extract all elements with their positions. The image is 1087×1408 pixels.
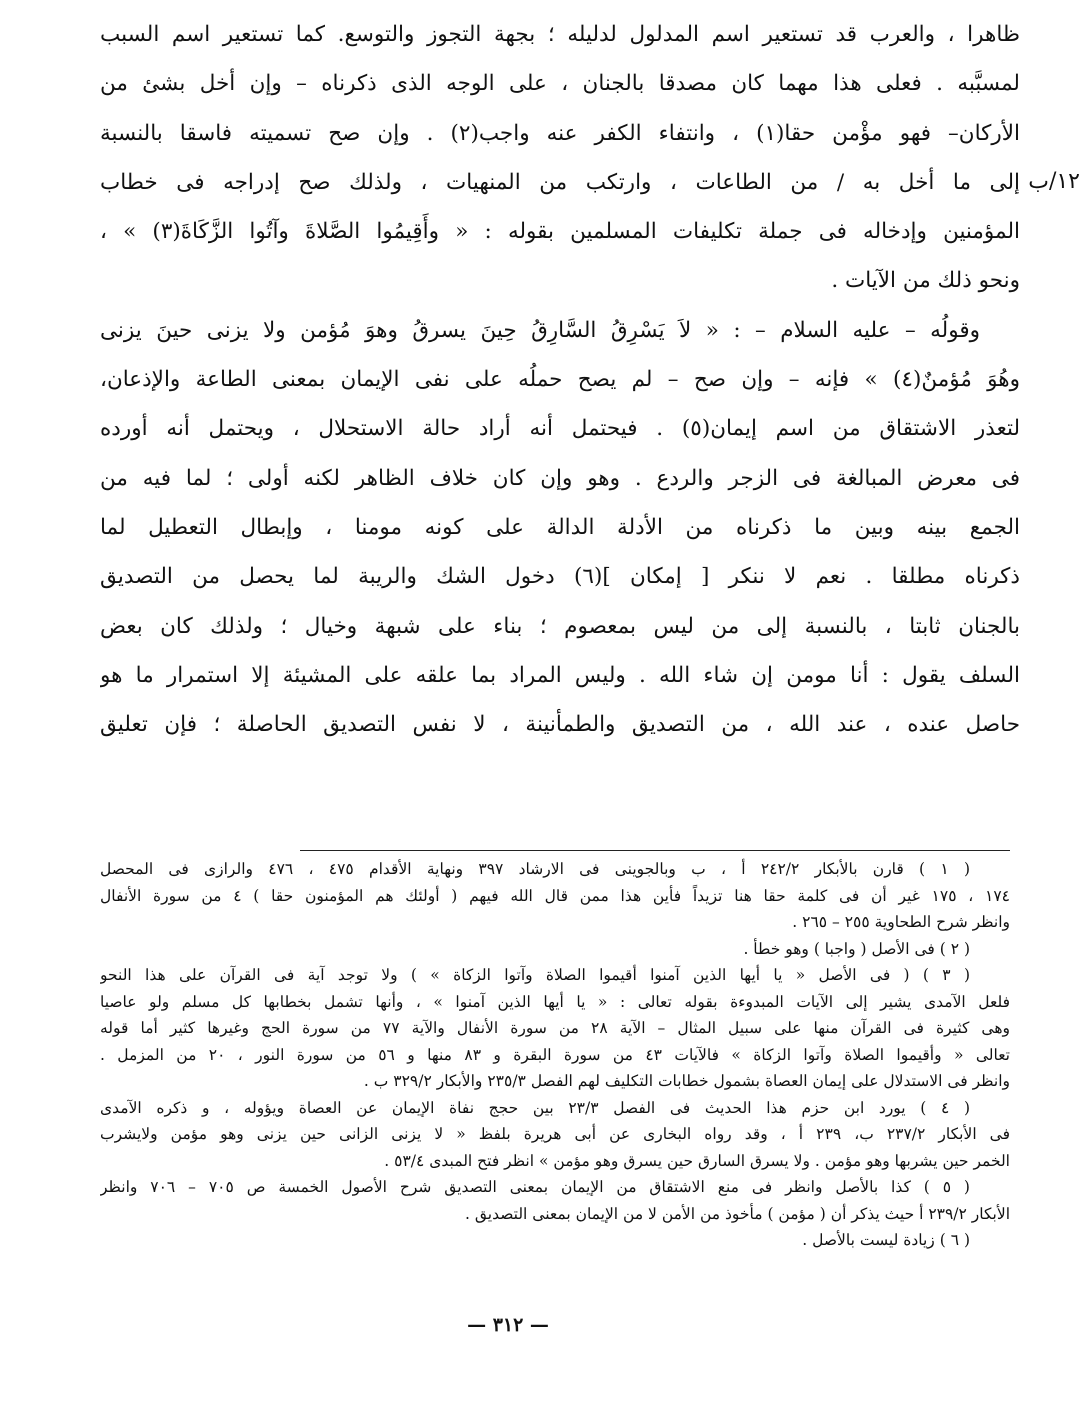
main-text-line: ظاهرا ، والعرب قد تستعير اسم المدلول لدليله ؛ بجهة التجوز والتوسع. كما تستعير اسم السبب [100,22,1020,47]
main-text-line: فى معرض المبالغة فى الزجر والردع . وهو وإن كان خلاف الظاهر لكنه أولى ؛ لما فيه من [100,465,1020,491]
main-text-line: إلى ما أخل به / من الطاعات ، وارتكب من المنهيات ، ولذلك صح إدراجه فى خطاب [100,169,1020,195]
main-text-line: وهُوَ مُؤمنٌ(٤) » فإنه – وإن صح – لم يصح حملُه على نفى الإيمان بمعنى الطاعة والإذعان، [100,367,1020,393]
footnote-line: ( ٥ ) كذا بالأصل وانظر فى منع الاشتقاق من الإيمان بمعنى التصديق شرح الأصول الخمسة ص ٧٠٥ – ٧٠٦ وانظر [100,1178,970,1196]
main-text-line: المؤمنين وإدخاله فى جملة تكليفات المسلمين بقوله : « وأَقِيمُوا الصَّلاةَ وآتُوا الزَّكَاةَ(٣) » ، [100,219,1020,245]
footnote-line: فى الأبكار ٢٣٧/٢ ب، ٢٣٩ أ ، وقد رواه البخارى عن أبى هريرة بلفظ « لا يزنى الزانى حين يزنى وهو مؤمن ولايشرب [100,1125,1010,1143]
page-number: — ٣١٢ — [467,1314,549,1336]
main-text-line: ذكرناه مطلقا . نعم لا ننكر [ إمكان ](٦) دخول الشك والريبة لما يحصل من التصديق [100,564,1020,590]
footnote-line: وانظر فى الاستدلال على إيمان العصاة بشمول خطابات التكليف لهم الفصل ٢٣٥/٣ والأبكار ٣٢٩/٢ ب . [363,1072,1010,1090]
footnote-line: ( ٤ ) يورد ابن حزم هذا الحديث فى الفصل ٢٣/٣ بين حجج نفاة الإيمان عن العصاة ويؤوله ، و ذكره الآمدى [100,1098,970,1117]
main-text-line: وقولُه – عليه السلام – : « لاَ يَسْرِقُ السَّارِقُ حِينَ يسرقُ وهوَ مُؤمن ولا يزنى حينَ يزنى [100,317,980,343]
main-text-body [100,10,1020,749]
footnotes-section [100,856,1010,1254]
footnote-separator [300,850,1010,851]
footnote-line: وهى كثيرة فى القرآن منها على سبيل المثال – الآية ٢٨ من سورة الأنفال والآية ٧٧ من سورة الحج وغيرها كثير أما قوله [100,1019,1010,1037]
main-text-line: السلف يقول : أنا مومن إن شاء الله . وليس المراد بما علقه على المشيئة إلا استمرار ما هو [100,662,1020,688]
footnote-line: ( ١ ) قارن بالأبكار ٢٤٢/٢ أ ، ب وبالجوينى فى الارشاد ٣٩٧ ونهاية الأقدام ٤٧٥ ، ٤٧٦ والرازى فى المحصل [100,860,971,878]
main-text-line: بالجنان ثابتا ، بالنسبة إلى من ليس بمعصوم ؛ بناء على شبهة وخيال ؛ ولذلك كان بعض [100,613,1020,639]
footnote-line: فلعل الآمدى يشير إلى الآيات المبدوءة بقوله تعالى : « يا أيها الذين آمنوا » ، وأنها تشمل بخطابها كل مسلم ولو عاصيا [100,992,1010,1011]
main-text-line: ونحو ذلك من الآيات . [831,268,1020,294]
footnote-line: ١٧٤ ، ١٧٥ غير أن فى كلمة حقا هنا تزيداً فأين هذا ممن قال الله فيهم ( أولئك هم المؤمنون حقا ) ٤ من سورة الأنفال [100,886,1010,905]
footnote-line: ( ٢ ) فى الأصل ( واجبا ) وهو خطأ . [743,939,970,958]
main-text-line: الأركان– فهو مؤْمن حقا(١) ، وانتفاء الكفر عنه واجب(٢) . وإن صح تسميته فاسقا بالنسبة [100,120,1020,146]
main-text-line: حاصل عنده ، عند الله ، من التصديق والطمأنينة ، لا نفس التصديق الحاصلة ؛ فإن تعليق [100,712,1020,738]
footnote-line: وانظر شرح الطحاوية ٢٥٥ – ٢٦٥ . [792,913,1010,931]
footnote-line: ( ٣ ) ( فى الأصل « يا أيها الذين آمنوا أقيموا الصلاة وآتوا الزكاة » ) ولا توجد آية فى القرآن على هذا النحو [100,966,970,984]
footnote-line: تعالى « وأقيموا الصلاة وآتوا الزكاة » فالآيات ٤٣ من سورة البقرة و ٨٣ منها و ٥٦ من سورة النور ، ٢٠ من المزمل . [100,1045,1010,1064]
footnote-line: ( ٦ ) زيادة ليست بالأصل . [802,1231,970,1249]
footnote-line: الخمر حين يشربها وهو مؤمن . ولا يسرق السارق حين يسرق وهو مؤمن » انظر فتح المبدى ٥٣/٤ . [384,1151,1010,1170]
main-text-line: الجمع بينه وبين ما ذكرناه من الأدلة الدالة على كونه مومنا ، وإبطال التعطيل لما [100,514,1020,540]
footnote-line: الأبكار ٢٣٩/٢ أ حيث يذكر أن ( مؤمن ) مأخوذ من الأمن لا من الإيمان بمعنى التصديق . [464,1204,1010,1223]
main-text-line: لتعذر الاشتقاق من اسم إيمان(٥) . فيحتمل أنه أراد حالة الاستحلال ، ويحتمل أنه أورده [100,416,1020,442]
main-text-line: لمسبَّبه . فعلى هذا مهما كان مصدقا بالجنان ، على الوجه الذى ذكرناه – وإن أخل بشئ من [100,71,1020,97]
manuscript-folio-marker: ١٢/ب [1028,169,1080,194]
